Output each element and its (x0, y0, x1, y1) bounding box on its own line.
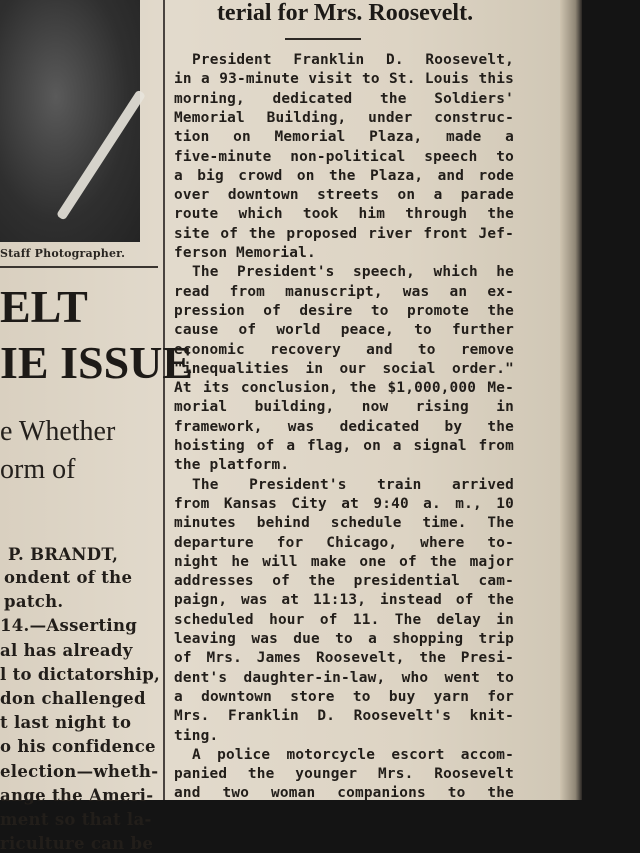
article-line: of Mrs. James Roosevelt, the Presi- (174, 650, 514, 667)
left-column-line: ment so that la- (0, 810, 152, 829)
left-column-line: riculture can be (0, 834, 154, 853)
article-line: minutes behind schedule time. The (174, 515, 514, 532)
page-edge (560, 0, 582, 800)
column-rule (163, 0, 165, 800)
left-column-line: don challenged (0, 689, 146, 708)
article-line: economic recovery and to remove (174, 341, 514, 358)
left-column-line: election—wheth- (0, 761, 159, 781)
left-headline-line1: ELT (0, 281, 88, 332)
article-line: the platform. (174, 457, 290, 474)
left-column-line: patch. (4, 592, 64, 612)
article-line: night he will make one of the major (174, 553, 514, 570)
article-line: leaving was due to a shopping trip (174, 631, 514, 647)
article-line: route which took him through the (174, 206, 514, 223)
article-line: and two woman companions to the (174, 785, 514, 802)
article-line: ferson Memorial. (174, 245, 316, 261)
article-line: a downtown store to buy yarn for (174, 688, 514, 705)
article-line: departure for Chicago, where to- (174, 534, 514, 551)
left-deck-line1: e Whether (0, 416, 116, 447)
article-line: Mrs. Franklin D. Roosevelt's knit- (174, 708, 514, 725)
left-column-line: t last night to (0, 713, 132, 733)
article-line: pression of desire to promote the (174, 302, 514, 319)
article-line: cause of world peace, to further (174, 322, 514, 339)
article-title: terial for Mrs. Roosevelt. (216, 0, 474, 26)
article-line: paign, was at 11:13, instead of the (174, 592, 514, 609)
article-line: from Kansas City at 9:40 a. m., 10 (174, 495, 514, 512)
article-line: Memorial Building, under construc- (174, 109, 514, 126)
article-line: five-minute non-political speech to (174, 148, 514, 165)
news-photo (0, 0, 140, 242)
article-line: read from manuscript, was an ex- (174, 283, 514, 300)
article-line: The President's speech, which he (192, 264, 514, 281)
left-headline-line2: IE ISSUE (0, 337, 194, 388)
article-line: A police motorcycle escort accom- (192, 746, 514, 763)
article-line: over downtown streets on a parade (174, 187, 514, 204)
article-line: scheduled hour of 11. The delay in (174, 611, 514, 628)
article-line: The President's train arrived (192, 476, 514, 493)
left-deck-line2: orm of (0, 454, 76, 485)
article-line: tion on Memorial Plaza, made a (174, 129, 514, 146)
article-line: hoisting of a flag, on a signal from (174, 438, 514, 454)
article-line: President Franklin D. Roosevelt, (192, 52, 514, 68)
article-line: ting. (174, 727, 219, 744)
left-column-line: o his confidence (0, 737, 156, 757)
article-line: framework, was dedicated by the (174, 418, 514, 435)
article-line: "inequalities in our social order." (174, 360, 514, 377)
article-line: site of the proposed river front Jef- (174, 225, 514, 242)
caption-rule (0, 266, 158, 268)
left-column-line: l to dictatorship, (0, 664, 161, 684)
photo-highlight (56, 89, 146, 220)
left-column-line: ondent of the (4, 568, 133, 587)
left-column-line: al has already (0, 640, 133, 660)
article-line: dent's daughter-in-law, who went to (174, 669, 514, 686)
article-line: morning, dedicated the Soldiers' (174, 90, 514, 107)
left-column-line: ange the Ameri- (0, 785, 154, 805)
article-line: panied the younger Mrs. Roosevelt (174, 766, 514, 783)
left-byline: P. BRANDT, (8, 545, 119, 564)
article-line: At its conclusion, the $1,000,000 Me- (174, 380, 514, 397)
article-line: morial building, now rising in (174, 399, 514, 416)
article-line: a big crowd on the Plaza, and rode (174, 167, 514, 184)
article-line: in a 93-minute visit to St. Louis this (174, 71, 514, 88)
left-column-line: 14.—Asserting (0, 616, 138, 636)
title-rule (285, 38, 361, 40)
article-line: addresses of the presidential cam- (174, 573, 514, 590)
photo-caption: Staff Photographer. (0, 247, 126, 260)
